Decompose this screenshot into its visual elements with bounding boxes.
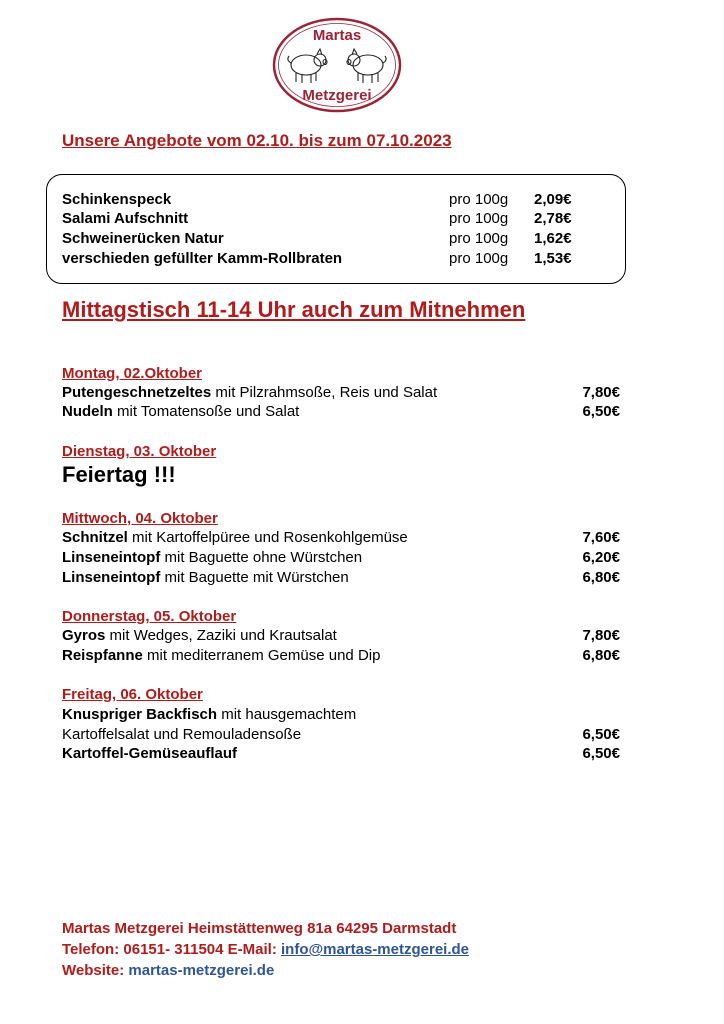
- dish-desc: mit Pilzrahmsoße, Reis und Salat: [211, 384, 438, 401]
- day-heading-tuesday: Dienstag, 03. Oktober: [62, 443, 217, 460]
- footer-phone: Telefon: 06151- 311504 E-Mail:: [62, 941, 281, 958]
- dish-desc: mit Wedges, Zaziki und Krautsalat: [105, 627, 337, 644]
- dish-desc: mit Kartoffelpüree und Rosenkohlgemüse: [127, 529, 408, 546]
- website-link[interactable]: martas-metzgerei.de: [128, 962, 275, 979]
- dish-name: Kartoffel-Gemüseauflauf: [62, 745, 238, 762]
- dish-name: Linseneintopf: [62, 549, 161, 566]
- lunch-title: Mittagstisch 11-14 Uhr auch zum Mitnehmen: [62, 297, 526, 322]
- martas-metzgerei-logo: [271, 16, 403, 114]
- dish-price: 6,80€: [582, 569, 620, 586]
- offer-unit: pro 100g: [449, 250, 509, 267]
- dish-price: 7,80€: [582, 627, 620, 644]
- dish: [62, 745, 237, 762]
- dish-price: 7,80€: [582, 384, 620, 401]
- dish-name: Knuspriger Backfisch: [62, 706, 218, 723]
- logo-line2: Metzgerei: [302, 87, 372, 104]
- dish-price: 6,50€: [582, 745, 620, 762]
- offer-price: 1,62€: [534, 230, 572, 247]
- day-heading-friday: Freitag, 06. Oktober: [62, 686, 203, 703]
- dish-desc: mit Baguette ohne Würstchen: [160, 549, 363, 566]
- dish-name: Schnitzel: [62, 529, 128, 546]
- email-link[interactable]: info@martas-metzgerei.de: [281, 941, 470, 958]
- dish: [62, 647, 380, 664]
- offer-price: 2,78€: [534, 210, 572, 227]
- offer-unit: pro 100g: [449, 230, 509, 247]
- dish: [62, 384, 437, 401]
- dish: [62, 569, 349, 586]
- dish-desc-continued: Kartoffelsalat und Remouladensoße: [62, 726, 302, 743]
- dish-desc: mit mediterranem Gemüse und Dip: [142, 647, 381, 664]
- day-heading-wednesday: Mittwoch, 04. Oktober: [62, 510, 218, 527]
- dish-price: 6,80€: [582, 647, 620, 664]
- offer-name: Schinkenspeck: [62, 191, 172, 208]
- dish-name: Reispfanne: [62, 647, 143, 664]
- offer-unit: pro 100g: [449, 210, 509, 227]
- offer-name: verschieden gefüllter Kamm-Rollbraten: [62, 250, 343, 267]
- footer-contact: [62, 941, 469, 958]
- offer-name: Salami Aufschnitt: [62, 210, 189, 227]
- dish-name: Putengeschnetzeltes: [62, 384, 212, 401]
- dish: [62, 403, 299, 420]
- dish-name: Gyros: [62, 627, 106, 644]
- footer-website-line: [62, 962, 274, 979]
- dish: [62, 529, 408, 546]
- offer-name: Schweinerücken Natur: [62, 230, 224, 247]
- day-heading-monday: Montag, 02.Oktober: [62, 365, 203, 382]
- offer-unit: pro 100g: [449, 191, 509, 208]
- holiday-note: Feiertag !!!: [62, 462, 176, 487]
- dish-price: 6,20€: [582, 549, 620, 566]
- dish-price: 6,50€: [582, 403, 620, 420]
- dish: [62, 627, 337, 644]
- offers-title: Unsere Angebote vom 02.10. bis zum 07.10.2023: [62, 131, 452, 150]
- dish: [62, 706, 356, 723]
- dish-price: 7,60€: [582, 529, 620, 546]
- website-label: Website:: [62, 962, 129, 979]
- dish-name: Linseneintopf: [62, 569, 161, 586]
- dish: [62, 549, 362, 566]
- footer-address: Martas Metzgerei Heimstättenweg 81a 64295 Darmstadt: [62, 920, 457, 937]
- dish-price: 6,50€: [582, 726, 620, 743]
- dish-desc: mit hausgemachtem: [217, 706, 357, 723]
- day-heading-thursday: Donnerstag, 05. Oktober: [62, 608, 237, 625]
- logo-line1: Martas: [312, 27, 362, 44]
- dish-name: Nudeln: [62, 403, 113, 420]
- offer-price: 2,09€: [534, 191, 572, 208]
- dish-desc: mit Baguette mit Würstchen: [160, 569, 349, 586]
- dish-desc: mit Tomatensoße und Salat: [112, 403, 300, 420]
- offer-price: 1,53€: [534, 250, 572, 267]
